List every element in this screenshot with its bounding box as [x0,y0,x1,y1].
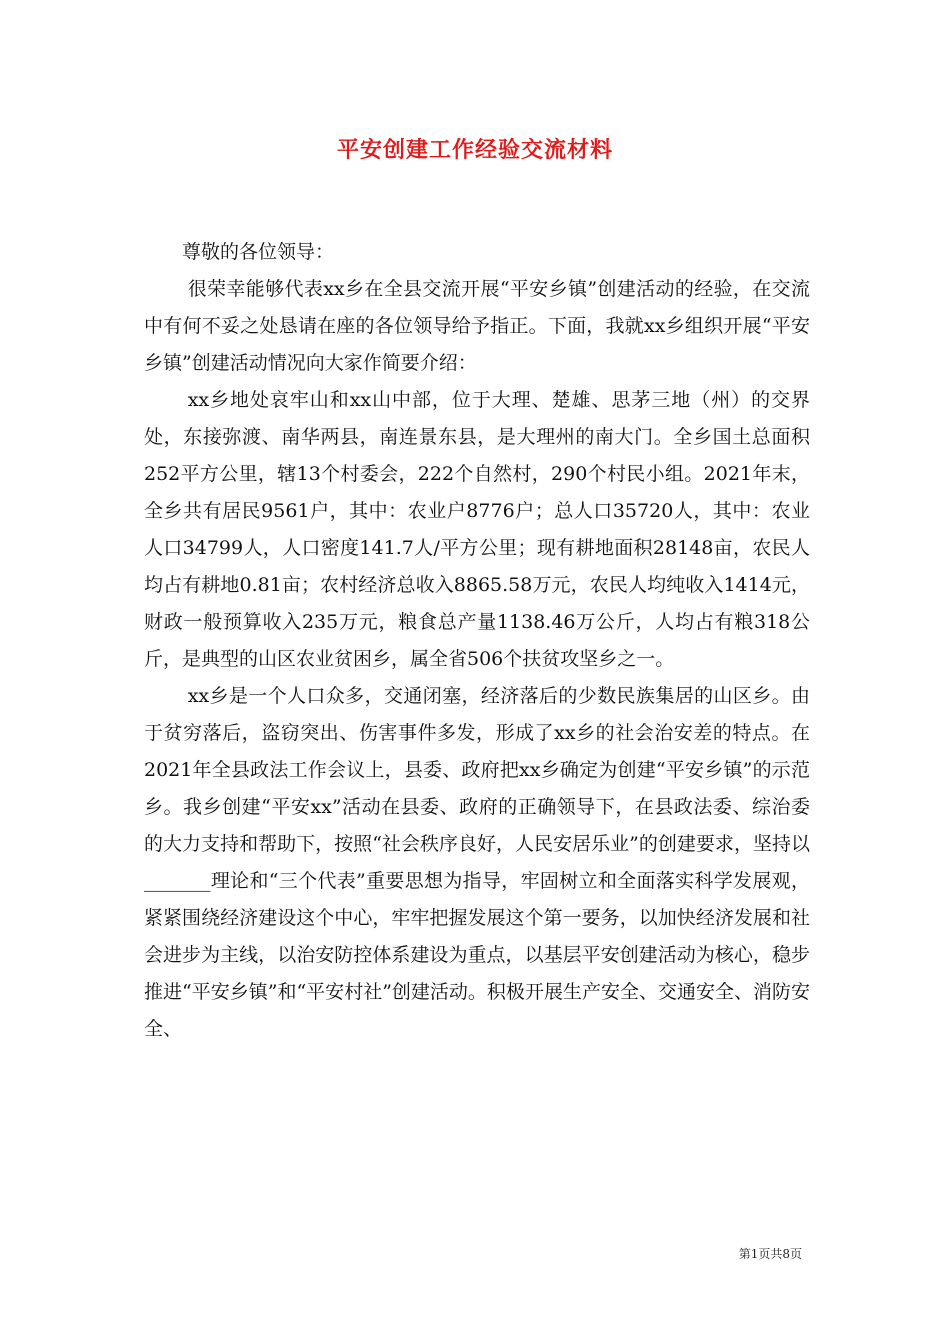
page-number: 第1页共8页 [738,1247,802,1261]
document-body [144,234,810,1048]
paragraph-activities: xx乡是一个人口众多，交通闭塞，经济落后的少数民族集居的山区乡。由于贫穷落后，盗窃突出、伤害事件多发，形成了xx乡的社会治安差的特点。在2021年全县政法工作会议上，县委、政府把xx乡确定为创建“平安乡镇”的示范乡。我乡创建“平安xx”活动在县委、政府的正确领导下，在县政法委、综治委的大力支持和帮助下，按照“社会秩序良好，人民安居乐业”的创建要求，坚持以_______理论和“三个代表”重要思想为指导，牢固树立和全面落实科学发展观，紧紧围绕经济建设这个中心，牢牢把握发展这个第一要务，以加快经济发展和社会进步为主线，以治安防控体系建设为重点，以基层平安创建活动为核心，稳步推进“平安乡镇”和“平安村社”创建活动。积极开展生产安全、交通安全、消防安全、 [144,685,810,1040]
salutation: 尊敬的各位领导： [182,241,335,263]
paragraph-overview: xx乡地处哀牢山和xx山中部，位于大理、楚雄、思茅三地（州）的交界处，东接弥渡、南华两县，南连景东县，是大理州的南大门。全乡国土总面积252平方公里，辖13个村委会，222个自然村，290个村民小组。2021年末，全乡共有居民9561户，其中：农业户8776户；总人口35720人，其中：农业人口34799人，人口密度141.7人/平方公里；现有耕地面积28148亩，农民人均占有耕地0.81亩；农村经济总收入8865.58万元，农民人均纯收入1414元，财政一般预算收入235万元，粮食总产量1138.46万公斤，人均占有粮318公斤，是典型的山区农业贫困乡，属全省506个扶贫攻坚乡之一。 [144,389,810,670]
paragraph-intro: 很荣幸能够代表xx乡在全县交流开展“平安乡镇”创建活动的经验，在交流中有何不妥之处恳请在座的各位领导给予指正。下面，我就xx乡组织开展“平安乡镇”创建活动情况向大家作简要介绍： [144,278,810,374]
document-title: 平安创建工作经验交流材料 [336,137,613,163]
